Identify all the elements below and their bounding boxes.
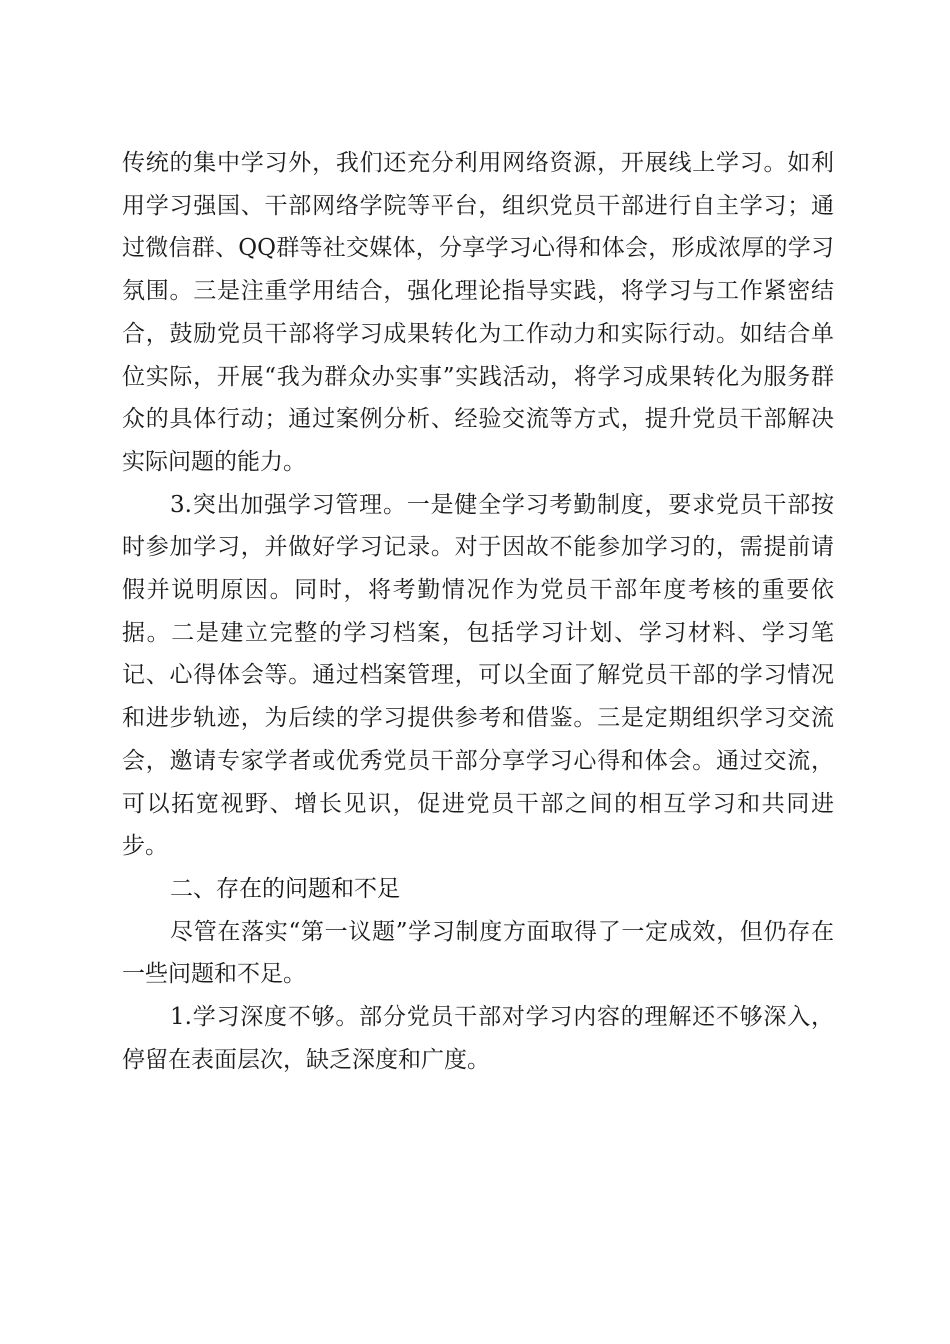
paragraph-intro-problems: 尽管在落实“第一议题”学习制度方面取得了一定成效，但仍存在一些问题和不足。 — [122, 918, 834, 988]
paragraph-learning-management: 3.突出加强学习管理。一是健全学习考勤制度，要求党员干部按时参加学习，并做好学习记录。对于因故不能参加学习的，需提前请假并说明原因。同时，将考勤情况作为党员干部年度考核的重要依据。二是建立完整的学习档案，包括学习计划、学习材料、学习笔记、心得体会等。通过档案管理，可以全面了解党员干部的学习情况和进步轨迹，为后续的学习提供参考和借鉴。三是定期组织学习交流会，邀请专家学者或优秀党员干部分享学习心得和体会。通过交流，可以拓宽视野、增长见识，促进党员干部之间的相互学习和共同进步。 — [122, 491, 834, 860]
document-body — [122, 142, 834, 1081]
section-heading: 二、存在的问题和不足 — [170, 875, 400, 902]
paragraph-problem-1: 1.学习深度不够。部分党员干部对学习内容的理解还不够深入，停留在表面层次，缺乏深度和广度。 — [122, 1004, 834, 1073]
paragraph-online-learning: 传统的集中学习外，我们还充分利用网络资源，开展线上学习。如利用学习强国、干部网络学院等平台，组织党员干部进行自主学习；通过微信群、QQ群等社交媒体，分享学习心得和体会，形成浓厚的学习氛围。三是注重学用结合，强化理论指导实践，将学习与工作紧密结合，鼓励党员干部将学习成果转化为工作动力和实际行动。如结合单位实际，开展“我为群众办实事”实践活动，将学习成果转化为服务群众的具体行动；通过案例分析、经验交流等方式，提升党员干部解决实际问题的能力。 — [122, 150, 834, 475]
